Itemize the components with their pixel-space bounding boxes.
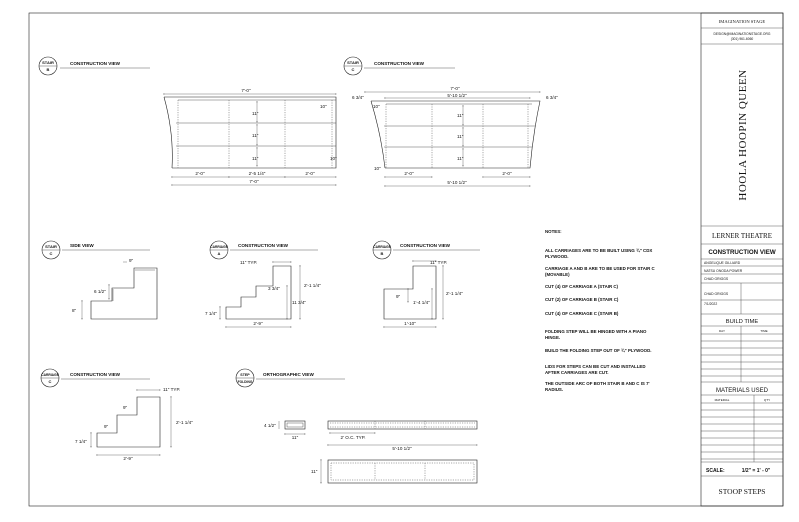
- notes-section: [545, 229, 656, 392]
- person-4: CHAD GRIGGS: [704, 292, 729, 296]
- stair-c-bot-left: 2'-0": [404, 171, 414, 176]
- folding-step-tag-1: STEP: [240, 373, 250, 377]
- stair-c-overall-top: 7'-0": [450, 86, 460, 91]
- carriage-b-view: [373, 241, 480, 327]
- stair-b-riser-1: 11": [252, 111, 259, 116]
- stair-b-view-label: CONSTRUCTION VIEW: [70, 61, 121, 66]
- stair-c-riser-2: 11": [457, 134, 464, 139]
- stair-b-overall-top: 7'-0": [241, 88, 251, 93]
- folding-step-h: 4 1/2": [264, 423, 276, 428]
- person-3: CHAD GRIGGS: [704, 277, 729, 281]
- stair-c-bot-right: 2'-0": [502, 171, 512, 176]
- carriage-c-tread: 11" TYP.: [163, 387, 181, 392]
- carriage-c-r1: 9": [123, 405, 128, 410]
- show-title: HOOLA HOOPIN QUEEN: [737, 69, 749, 201]
- carriage-b-total-h: 2'-1 1/4": [446, 291, 463, 296]
- contact-phone: (301) 961-6060: [730, 37, 754, 41]
- stair-c-tag-2: C: [351, 67, 355, 72]
- stair-c-view: [344, 57, 558, 186]
- carriage-a-tread: 11" TYP.: [240, 260, 258, 265]
- note-item-5-line-1: CUT (4) OF CARRIAGE C (STAIR B): [545, 311, 619, 316]
- carriage-c-base: 7 1/4": [75, 439, 87, 444]
- note-item-2-line-2: (MOVABLE): [545, 272, 570, 277]
- drawing-title: STOOP STEPS: [718, 487, 766, 496]
- folding-step-view: [236, 369, 477, 483]
- stair-b-angle-bot: 10": [330, 156, 337, 161]
- note-item-9-line-2: RADIUS.: [545, 387, 564, 392]
- company-name: IMAGINATION STAGE: [718, 19, 766, 24]
- carriage-a-total-h: 2'-1 1/4": [304, 283, 321, 288]
- stair-b-riser-3: 11": [252, 156, 259, 161]
- notes-header: NOTES:: [545, 229, 562, 234]
- note-item-2-line-1: CARRIAGE A AND B ARE TO BE USED FOR STAIR C: [545, 266, 655, 271]
- note-item-4-line-1: CUT (2) OF CARRIAGE B (STAIR C): [545, 297, 619, 302]
- carriage-b-left: 9": [396, 294, 401, 299]
- note-item-1-line-1: ALL CARRIAGES ARE TO BE BUILT USING ¾" CDX: [545, 248, 653, 253]
- drawing-date: 7/1/2022: [704, 302, 718, 306]
- folding-step-tag-2: FOLDING: [237, 380, 253, 384]
- stair-c-overall-bot: 5'-10 1/2": [447, 180, 467, 185]
- mat-col-qty: QTY: [763, 398, 771, 402]
- stair-b-tag-2: B: [46, 67, 50, 72]
- note-item-6-line-1: FOLDING STEP WILL BE HINGED WITH A PIANO: [545, 329, 647, 334]
- build-col-time: TIME: [760, 329, 768, 333]
- materials-header: MATERIALS USED: [716, 388, 768, 394]
- scale-label: SCALE:: [706, 468, 725, 474]
- carriage-b-h2: 1'-4 1/4": [413, 300, 430, 305]
- stair-b-bot-left: 2'-0": [195, 171, 205, 176]
- carriage-c-width: 2'-9": [123, 456, 133, 461]
- stair-c-angle-top: 10": [373, 104, 380, 109]
- carriage-a-riser: 3 3/4": [268, 286, 280, 291]
- carriage-c-tag-1: CARRIAGE: [41, 373, 59, 377]
- note-item-6-line-2: HINGE.: [545, 335, 561, 340]
- scale-value: 1/2" = 1' - 0": [741, 468, 771, 474]
- folding-step-oc: 2' O.C. TYP.: [340, 435, 366, 440]
- mat-col-material: MATERIAL: [714, 398, 730, 402]
- carriage-c-tag-2: C: [48, 379, 52, 384]
- stair-c-right-ext: 6 3/4": [546, 95, 558, 100]
- stair-b-overall-bot: 7'-0": [249, 179, 259, 184]
- carriage-b-tag-1: CARRIAGE: [373, 245, 391, 249]
- note-item-8-line-1: LIDS FOR STEPS CAN BE CUT AND INSTALLED: [545, 364, 646, 369]
- build-time-rows: [701, 334, 783, 376]
- note-item-9-line-1: THE OUTSIDE ARC OF BOTH STAIR B AND C IS 7': [545, 381, 650, 386]
- note-item-3-line-1: CUT (4) OF CARRIAGE A (STAIR C): [545, 284, 619, 289]
- carriage-c-view: [41, 369, 193, 461]
- stair-b-bot-mid: 2'-5 1/4": [248, 171, 266, 176]
- carriage-c-r2: 9": [104, 424, 109, 429]
- side-c-mid: 6 1/2": [94, 289, 106, 294]
- carriage-b-width: 1'-10": [404, 321, 416, 326]
- sheet-border: [29, 13, 783, 506]
- stair-b-angle-top: 10": [320, 104, 327, 109]
- folding-step-view-label: ORTHOGRAPHIC VIEW: [263, 372, 314, 377]
- carriage-a-h2: 11 3/4": [292, 300, 307, 305]
- side-c-view-label: SIDE VIEW: [70, 243, 94, 248]
- folding-step-w: 11": [291, 435, 299, 440]
- stair-c-riser-1: 11": [457, 113, 464, 118]
- carriage-a-tag-1: CARRIAGE: [210, 245, 228, 249]
- stair-c-view-label: CONSTRUCTION VIEW: [374, 61, 425, 66]
- folding-step-depth: 11": [311, 469, 318, 474]
- note-item-8-line-2: AFTER CARRIAGES ARE CUT.: [545, 370, 609, 375]
- carriage-a-view: [205, 241, 321, 327]
- carriage-a-tag-2: A: [217, 251, 221, 256]
- carriage-c-total-h: 2'-1 1/4": [176, 420, 193, 425]
- person-1: ANGELIQUE GILLIARD: [704, 261, 741, 265]
- stair-b-riser-2: 11": [252, 133, 259, 138]
- stair-b-view: [39, 57, 337, 185]
- stair-b-tag-1: STAIR: [42, 60, 54, 65]
- stair-c-tag-1: STAIR: [347, 60, 359, 65]
- carriage-a-base: 7 1/4": [205, 311, 217, 316]
- build-time-header: BUILD TIME: [725, 319, 759, 325]
- venue-name: LERNER THEATRE: [712, 232, 772, 240]
- stair-c-left-ext: 6 3/4": [352, 95, 364, 100]
- side-c-top: 9": [129, 258, 134, 263]
- side-view-stair-c: [42, 241, 157, 319]
- note-item-7-line-1: BUILD THE FOLDING STEP OUT OF ¾" PLYWOOD.: [545, 348, 652, 353]
- note-item-1-line-2: PLYWOOD.: [545, 254, 569, 259]
- build-col-day: DAY: [719, 329, 725, 333]
- title-block: [701, 13, 783, 506]
- materials-rows: [701, 403, 783, 459]
- carriage-a-view-label: CONSTRUCTION VIEW: [238, 243, 289, 248]
- carriage-c-view-label: CONSTRUCTION VIEW: [70, 372, 121, 377]
- carriage-b-tread: 11" TYP.: [430, 260, 448, 265]
- stair-c-angle-bot: 10": [374, 166, 381, 171]
- contact-email: DESIGN@IMAGINATIONSTAGE.ORG: [713, 32, 771, 36]
- sheet-name: CONSTRUCTION VIEW: [708, 249, 776, 256]
- stair-c-mid-top: 5'-10 1/2": [447, 93, 467, 98]
- folding-step-len: 5'-10 1/2": [392, 446, 412, 451]
- side-c-tag-2: C: [49, 251, 53, 256]
- side-c-tag-1: STAIR: [45, 244, 57, 249]
- side-c-left: 8": [72, 308, 77, 313]
- person-2: NATSU ONODA POWER: [704, 269, 743, 273]
- carriage-b-tag-2: B: [380, 251, 384, 256]
- carriage-a-width: 2'-9": [253, 321, 263, 326]
- carriage-b-view-label: CONSTRUCTION VIEW: [400, 243, 451, 248]
- stair-c-riser-3: 11": [457, 156, 464, 161]
- stair-b-bot-right: 2'-0": [305, 171, 315, 176]
